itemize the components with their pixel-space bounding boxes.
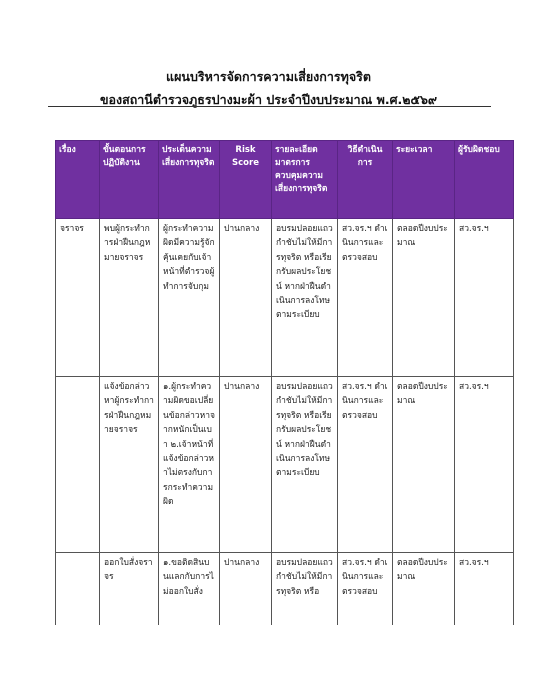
header-method: วิธีดำเนินการ xyxy=(338,141,393,219)
document-title: แผนบริหารจัดการความเสี่ยงการทุจริต xyxy=(166,69,371,84)
cell-period: ตลอดปีงบประมาณ xyxy=(393,553,455,625)
cell-subject xyxy=(56,377,100,553)
title-underline xyxy=(48,106,491,107)
cell-owner: สว.จร.ฯ xyxy=(455,377,514,553)
header-period: ระยะเวลา xyxy=(393,141,455,219)
cell-step: ออกใบสั่งจราจร xyxy=(100,553,159,625)
cell-period: ตลอดปีงบประมาณ xyxy=(393,377,455,553)
cell-method: สว.จร.ฯ ดำเนินการและตรวจสอบ xyxy=(338,553,393,625)
cell-owner: สว.จร.ฯ xyxy=(455,219,514,377)
table-header-row xyxy=(56,141,514,219)
header-subject: เรื่อง xyxy=(56,141,100,219)
risk-management-table xyxy=(55,140,514,625)
header-risk: ประเด็นความเสี่ยงการทุจริต xyxy=(159,141,220,219)
cell-measure: อบรมปลอยแถวกำชับไม่ให้มีการทุจริต หรือเรียกรับผลประโยชน์ หากฝ่าฝืนดำเนินการลงโทษตามระเบียบ xyxy=(272,377,338,553)
header-step: ขั้นตอนการปฏิบัติงาน xyxy=(100,141,159,219)
cell-period: ตลอดปีงบประมาณ xyxy=(393,219,455,377)
header-owner: ผู้รับผิดชอบ xyxy=(455,141,514,219)
cell-owner: สว.จร.ฯ xyxy=(455,553,514,625)
cell-risk: ผู้กระทำความผิดมีความรู้จักคุ้นเคยกับเจ้าหน้าที่ตำรวจผู้ทำการจับกุม xyxy=(159,219,220,377)
cell-risk: ๑.ขอติดสินบนแลกกับการไม่ออกใบสั่ง xyxy=(159,553,220,625)
table-row xyxy=(56,377,514,553)
cell-measure: อบรมปลอยแถวกำชับไม่ให้มีการทุจริต หรือ xyxy=(272,553,338,625)
cell-score: ปานกลาง xyxy=(220,377,272,553)
cell-method: สว.จร.ฯ ดำเนินการและตรวจสอบ xyxy=(338,219,393,377)
cell-subject: จราจร xyxy=(56,219,100,377)
cell-method: สว.จร.ฯ ดำเนินการและตรวจสอบ xyxy=(338,377,393,553)
table-row xyxy=(56,553,514,625)
cell-risk: ๑.ผู้กระทำความผิดขอเปลี่ยนข้อกล่าวหาจากหนักเป็นเบา ๒.เจ้าหน้าที่แจ้งข้อกล่าวหาไม่ตรงกับการกระทำความผิด xyxy=(159,377,220,553)
cell-step: แจ้งข้อกล่าวหาผู้กระทำการฝ่าฝืนกฎหมายจราจร xyxy=(100,377,159,553)
header-measure: รายละเอียดมาตรการควบคุมความเสี่ยงการทุจริต xyxy=(272,141,338,219)
document-subtitle: ของสถานีตำรวจภูธรปางมะผ้า ประจำปีงบประมาณ พ.ศ.๒๕๖๙ xyxy=(99,92,438,107)
header-risk-score: Risk Score xyxy=(220,141,272,219)
cell-subject xyxy=(56,553,100,625)
cell-score: ปานกลาง xyxy=(220,553,272,625)
cell-score: ปานกลาง xyxy=(220,219,272,377)
cell-measure: อบรมปลอยแถวกำชับไม่ให้มีการทุจริต หรือเรียกรับผลประโยชน์ หากฝ่าฝืนดำเนินการลงโทษตามระเบียบ xyxy=(272,219,338,377)
cell-step: พบผู้กระทำการฝ่าฝืนกฎหมายจราจร xyxy=(100,219,159,377)
table-row xyxy=(56,219,514,377)
